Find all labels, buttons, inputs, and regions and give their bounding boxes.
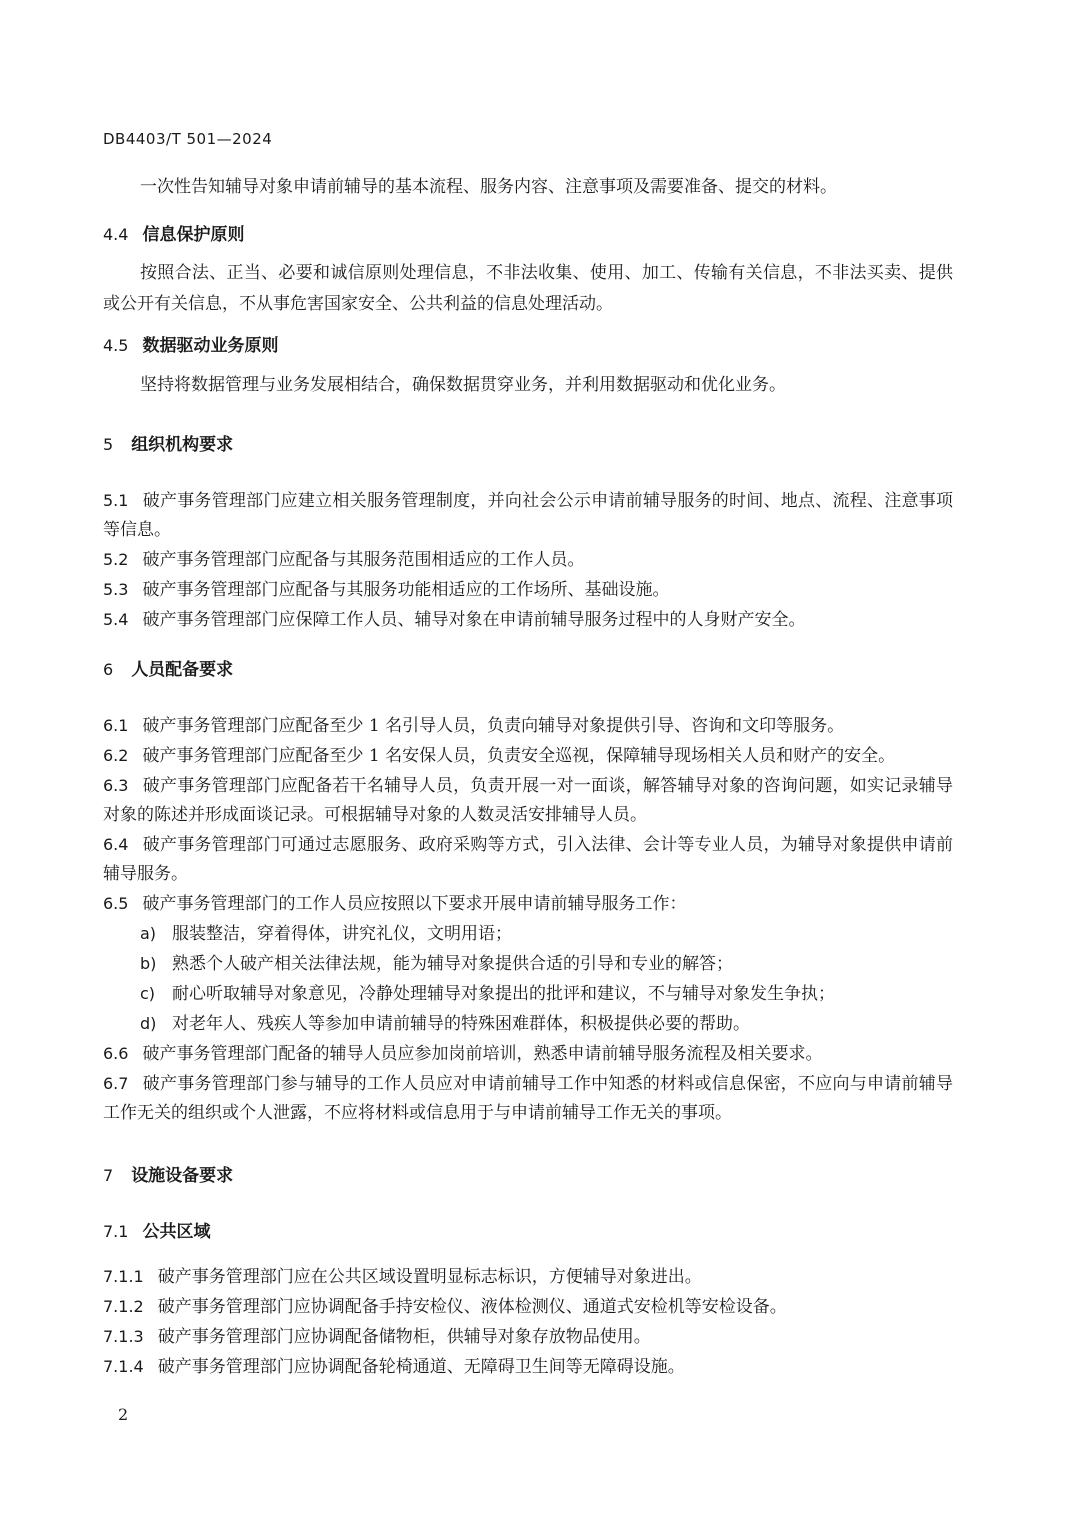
paragraph: 一次性告知辅导对象申请前辅导的基本流程、服务内容、注意事项及需要准备、提交的材料。: [140, 177, 837, 197]
clause-text: 破产事务管理部门的工作人员应按照以下要求开展申请前辅导服务工作：: [142, 894, 687, 914]
clause: [103, 486, 953, 545]
clause-text: 破产事务管理部门应配备与其服务功能相适应的工作场所、基础设施。: [142, 580, 670, 600]
list-item-text: 熟悉个人破产相关法律法规，能为辅导对象提供合适的引导和专业的解答；: [172, 954, 733, 974]
clause: [103, 1039, 953, 1069]
clause: [103, 889, 953, 919]
clause-number: 7.1.3: [103, 1327, 144, 1346]
clause-number: 6.5: [103, 894, 129, 913]
clause-number: 6.4: [103, 835, 129, 854]
section-title: 公共区域: [142, 1222, 211, 1242]
list-item-label: b): [140, 954, 157, 973]
paragraph: 按照合法、正当、必要和诚信原则处理信息，不非法收集、使用、加工、传输有关信息，不非法买卖、提供或公开有关信息，不从事危害国家安全、公共利益的信息处理活动。: [103, 263, 953, 314]
list-item-text: 对老年人、残疾人等参加申请前辅导的特殊困难群体，积极提供必要的帮助。: [172, 1014, 750, 1034]
list-item-text: 耐心听取辅导对象意见，冷静处理辅导对象提出的批评和建议，不与辅导对象发生争执；: [172, 984, 835, 1004]
section-title: 数据驱动业务原则: [142, 336, 279, 356]
clause-number: 7.1.2: [103, 1297, 144, 1316]
section-number: 6: [103, 660, 114, 679]
section-5-clauses: [103, 486, 953, 635]
clause-text: 破产事务管理部门应建立相关服务管理制度，并向社会公示申请前辅导服务的时间、地点、流程、注意事项等信息。: [103, 491, 953, 540]
section-7-heading: [103, 1163, 953, 1189]
clause-number: 6.3: [103, 776, 129, 795]
section-6-clauses: [103, 711, 953, 1128]
section-number: 5: [103, 435, 114, 454]
list-item-text: 服装整洁，穿着得体，讲究礼仪，文明用语；: [172, 924, 512, 944]
section-5-heading: [103, 432, 953, 458]
clause-number: 7.1.1: [103, 1267, 144, 1286]
clause-number: 5.4: [103, 610, 129, 629]
clause-number: 5.2: [103, 550, 129, 569]
intro-paragraph-block: [103, 172, 953, 203]
clause-number: 6.2: [103, 746, 129, 765]
clause: [103, 830, 953, 889]
section-4-5-heading: [103, 333, 953, 359]
section-4-4-body: [103, 258, 953, 320]
clause-number: 7.1.4: [103, 1357, 144, 1376]
page-number: 2: [118, 1405, 129, 1424]
list-item: [103, 949, 953, 979]
list-item: [103, 979, 953, 1009]
clause: [103, 545, 953, 575]
clause-text: 破产事务管理部门应协调配备轮椅通道、无障碍卫生间等无障碍设施。: [157, 1357, 685, 1377]
clause: [103, 741, 953, 771]
section-number: 7.1: [103, 1222, 129, 1241]
clause-text: 破产事务管理部门应协调配备储物柜，供辅导对象存放物品使用。: [157, 1327, 651, 1347]
section-7-1-clauses: [103, 1262, 953, 1382]
clause: [103, 1352, 953, 1382]
clause-number: 5.3: [103, 580, 129, 599]
clause-text: 破产事务管理部门应配备至少 1 名引导人员，负责向辅导对象提供引导、咨询和文印等服务。: [142, 716, 845, 736]
section-title: 设施设备要求: [131, 1166, 234, 1186]
clause-number: 5.1: [103, 491, 129, 510]
paragraph: 坚持将数据管理与业务发展相结合，确保数据贯穿业务，并利用数据驱动和优化业务。: [140, 375, 786, 395]
clause-number: 6.1: [103, 716, 129, 735]
clause: [103, 711, 953, 741]
clause-number: 6.7: [103, 1074, 129, 1093]
clause-text: 破产事务管理部门可通过志愿服务、政府采购等方式，引入法律、会计等专业人员，为辅导对象提供申请前辅导服务。: [103, 835, 953, 884]
clause: [103, 1292, 953, 1322]
section-6-heading: [103, 657, 953, 683]
clause: [103, 605, 953, 635]
list-item-label: c): [140, 984, 156, 1003]
clause-text: 破产事务管理部门应配备至少 1 名安保人员，负责安全巡视，保障辅导现场相关人员和财产的安全。: [142, 746, 896, 766]
clause-text: 破产事务管理部门应配备若干名辅导人员，负责开展一对一面谈，解答辅导对象的咨询问题，如实记录辅导对象的陈述并形成面谈记录。可根据辅导对象的人数灵活安排辅导人员。: [103, 776, 953, 825]
clause-text: 破产事务管理部门应保障工作人员、辅导对象在申请前辅导服务过程中的人身财产安全。: [142, 610, 806, 630]
section-number: 7: [103, 1166, 114, 1185]
section-title: 信息保护原则: [142, 225, 245, 245]
clause-text: 破产事务管理部门应在公共区域设置明显标志标识，方便辅导对象进出。: [157, 1267, 702, 1287]
clause-text: 破产事务管理部门应协调配备手持安检仪、液体检测仪、通道式安检机等安检设备。: [157, 1297, 787, 1317]
section-7-1-heading: [103, 1219, 953, 1245]
clause: [103, 1322, 953, 1352]
document-id-header: DB4403/T 501—2024: [103, 130, 273, 148]
section-4-4-heading: [103, 222, 953, 248]
list-item-label: d): [140, 1014, 157, 1033]
section-number: 4.4: [103, 225, 129, 244]
list-item: [103, 1009, 953, 1039]
clause: [103, 1262, 953, 1292]
clause-text: 破产事务管理部门参与辅导的工作人员应对申请前辅导工作中知悉的材料或信息保密，不应向与申请前辅导工作无关的组织或个人泄露，不应将材料或信息用于与申请前辅导工作无关的事项。: [103, 1074, 953, 1123]
section-title: 人员配备要求: [131, 660, 234, 680]
clause-text: 破产事务管理部门配备的辅导人员应参加岗前培训，熟悉申请前辅导服务流程及相关要求。: [142, 1044, 823, 1064]
list-item-label: a): [140, 924, 157, 943]
section-number: 4.5: [103, 336, 129, 355]
clause: [103, 575, 953, 605]
clause: [103, 771, 953, 830]
clause: [103, 1069, 953, 1128]
section-4-5-body: [103, 370, 953, 401]
clause-number: 6.6: [103, 1044, 129, 1063]
clause-text: 破产事务管理部门应配备与其服务范围相适应的工作人员。: [142, 550, 585, 570]
list-item: [103, 919, 953, 949]
section-title: 组织机构要求: [131, 435, 234, 455]
